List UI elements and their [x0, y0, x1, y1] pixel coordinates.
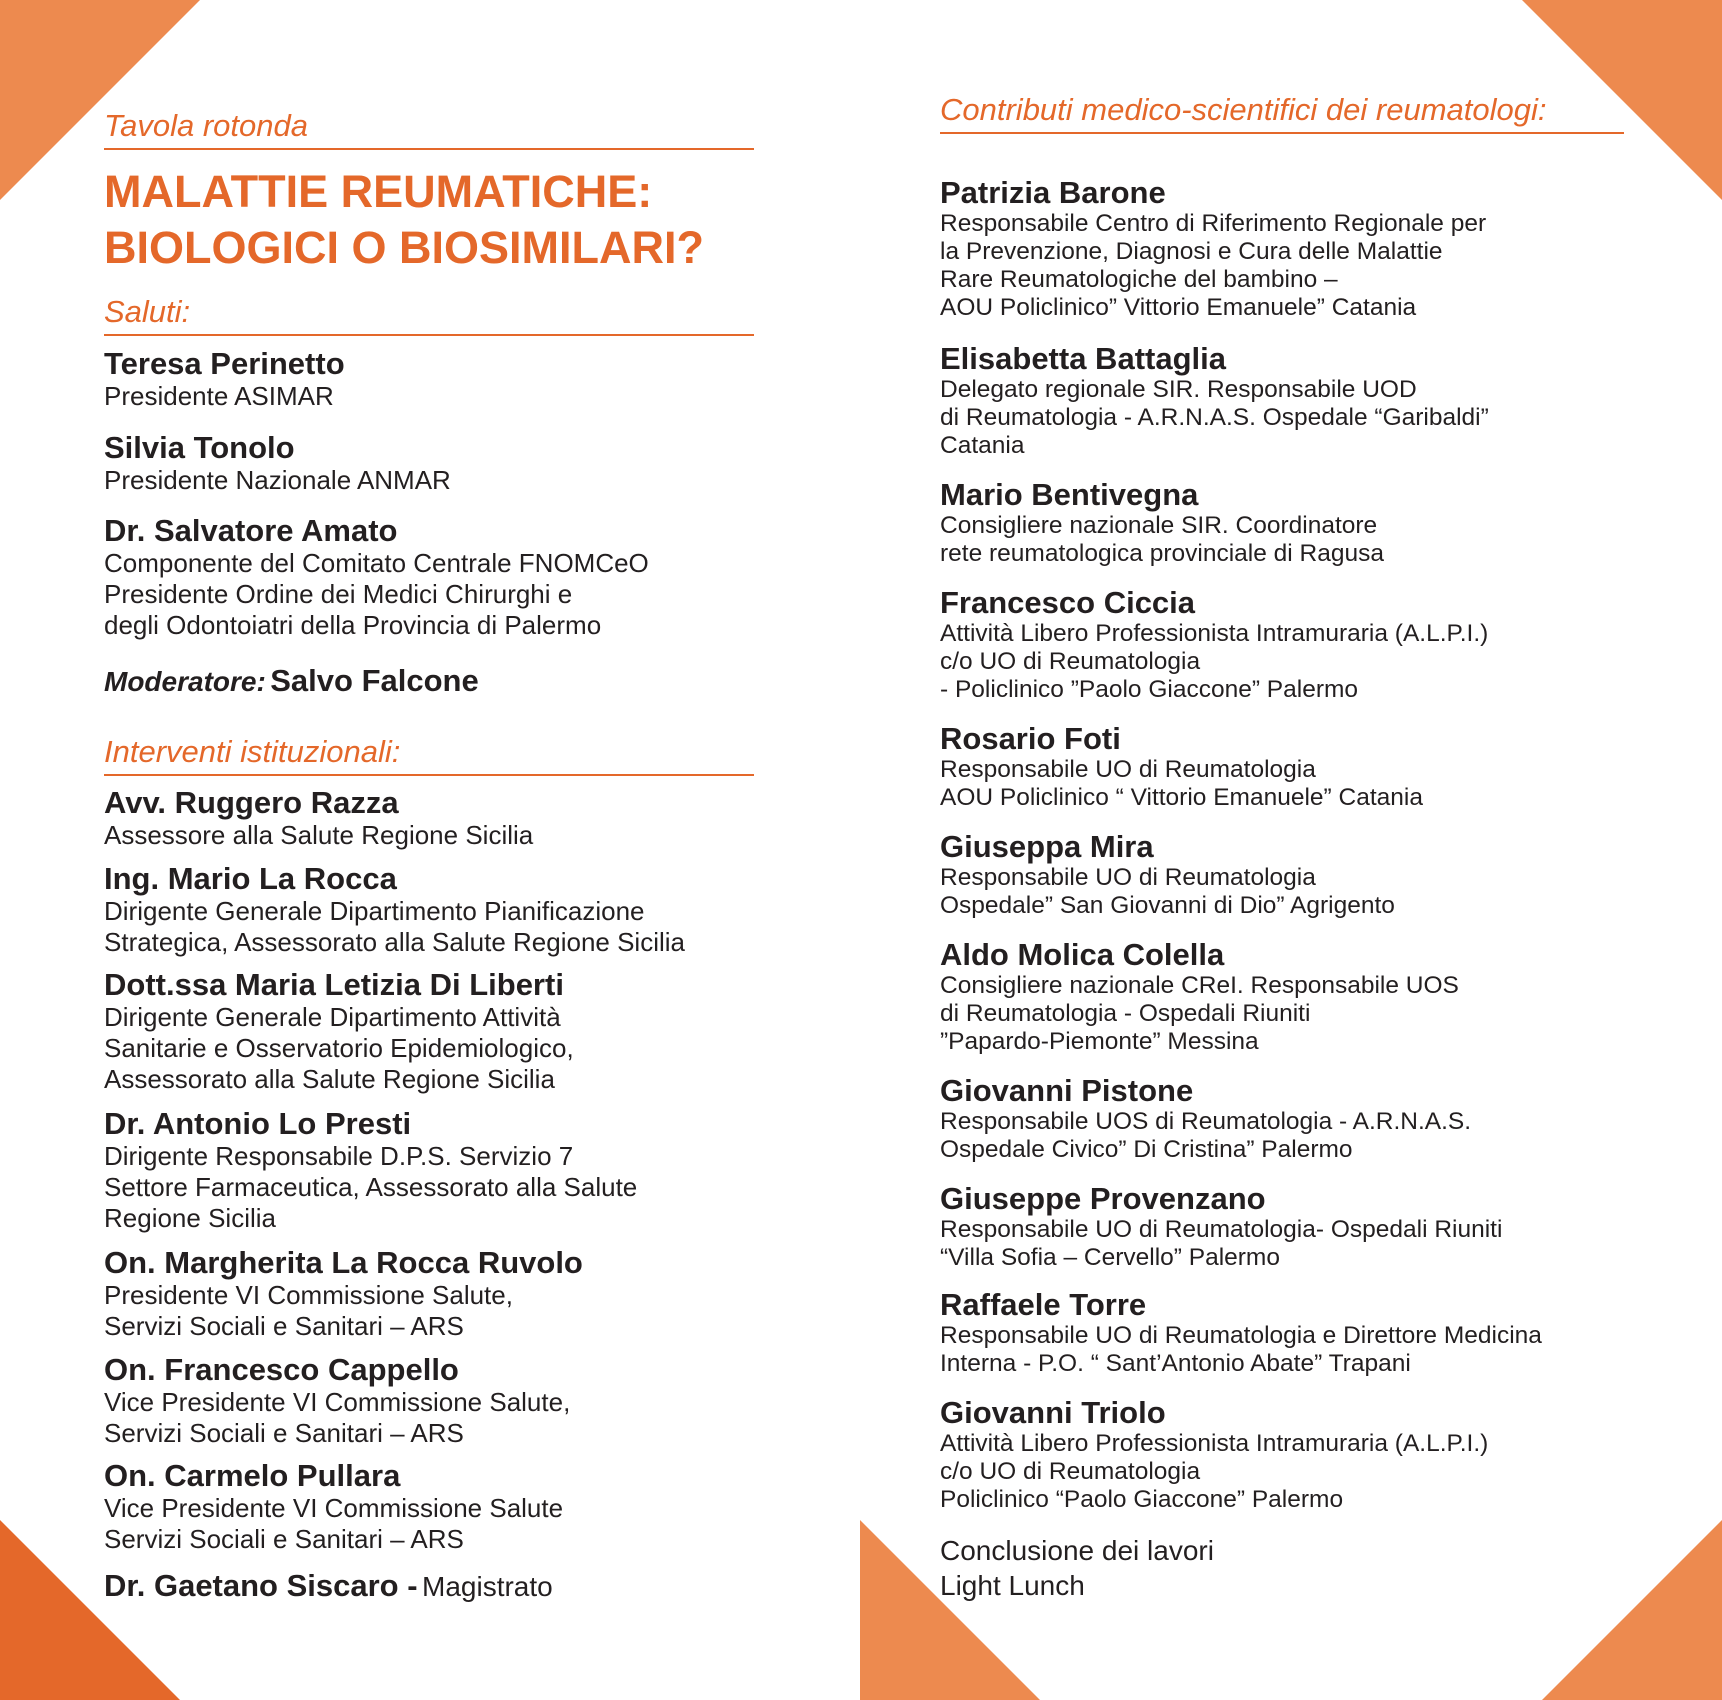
- section-label-interventi: Interventi istituzionali:: [104, 734, 754, 776]
- intervento-entry-last: [104, 1569, 553, 1603]
- speaker-role-line: Responsabile UO di Reumatologia: [940, 864, 1316, 891]
- person-name: On. Margherita La Rocca Ruvolo: [104, 1245, 583, 1280]
- closing-line: Light Lunch: [940, 1570, 1085, 1601]
- speaker-name: Patrizia Barone: [940, 175, 1166, 210]
- speaker-role-line: di Reumatologia - Ospedali Riuniti: [940, 1000, 1311, 1027]
- speaker-role-line: c/o UO di Reumatologia: [940, 648, 1201, 675]
- speaker-role-line: la Prevenzione, Diagnosi e Cura delle Malattie: [940, 238, 1443, 265]
- moderator-label: Moderatore:: [104, 666, 266, 697]
- intervento-entry: [104, 1353, 570, 1449]
- speaker-role-line: Attività Libero Professionista Intramuraria (A.L.P.I.): [940, 620, 1489, 647]
- speaker-entry: [940, 176, 1486, 322]
- moderator: [104, 664, 479, 698]
- speaker-entry: [940, 1182, 1502, 1272]
- person-role-line: Dirigente Generale Dipartimento Attività: [104, 1002, 561, 1032]
- person-name: Dr. Gaetano Siscaro -: [104, 1568, 418, 1603]
- moderator-name: Salvo Falcone: [270, 663, 479, 698]
- person-role-line: degli Odontoiatri della Provincia di Palermo: [104, 610, 602, 640]
- person-role-line: Presidente Ordine dei Medici Chirurghi e: [104, 579, 573, 609]
- speaker-name: Aldo Molica Colella: [940, 937, 1225, 972]
- speaker-name: Elisabetta Battaglia: [940, 341, 1226, 376]
- person-role-line: Servizi Sociali e Sanitari – ARS: [104, 1524, 464, 1554]
- person-role-line: Servizi Sociali e Sanitari – ARS: [104, 1311, 464, 1341]
- person-role-line: Presidente ASIMAR: [104, 381, 334, 411]
- intervento-entry: [104, 786, 533, 851]
- speaker-role-line: Responsabile UOS di Reumatologia - A.R.N.A.S.: [940, 1108, 1472, 1135]
- closing-line: Conclusione dei lavori: [940, 1535, 1214, 1566]
- speaker-role-line: Responsabile UO di Reumatologia: [940, 756, 1316, 783]
- intervento-entry: [104, 1107, 637, 1234]
- person-name: Dr. Salvatore Amato: [104, 513, 398, 548]
- speaker-name: Giuseppa Mira: [940, 829, 1154, 864]
- speaker-name: Raffaele Torre: [940, 1287, 1147, 1322]
- person-name: Dr. Antonio Lo Presti: [104, 1106, 412, 1141]
- speaker-name: Rosario Foti: [940, 721, 1121, 756]
- speaker-role-line: “Villa Sofia – Cervello” Palermo: [940, 1244, 1280, 1271]
- speaker-role-line: Interna - P.O. “ Sant’Antonio Abate” Trapani: [940, 1350, 1411, 1377]
- person-role-line: Regione Sicilia: [104, 1203, 276, 1233]
- person-name: Teresa Perinetto: [104, 346, 345, 381]
- intervento-entry: [104, 968, 574, 1095]
- person-role-line: Vice Presidente VI Commissione Salute,: [104, 1387, 571, 1417]
- speaker-role-line: Responsabile UO di Reumatologia- Ospedali Riuniti: [940, 1216, 1503, 1243]
- person-role-line: Dirigente Generale Dipartimento Pianificazione: [104, 896, 645, 926]
- person-role-line: Settore Farmaceutica, Assessorato alla Salute: [104, 1172, 638, 1202]
- person-role-line: Componente del Comitato Centrale FNOMCeO: [104, 548, 649, 578]
- speaker-role-line: Responsabile Centro di Riferimento Regionale per: [940, 210, 1487, 237]
- person-role-line: Strategica, Assessorato alla Salute Regione Sicilia: [104, 927, 685, 957]
- speaker-role-line: - Policlinico ”Paolo Giaccone” Palermo: [940, 676, 1359, 703]
- speaker-entry: [940, 342, 1489, 460]
- section-label-tavola-rotonda: Tavola rotonda: [104, 108, 754, 150]
- person-role-line: Assessore alla Salute Regione Sicilia: [104, 820, 534, 850]
- person-name: Avv. Ruggero Razza: [104, 785, 399, 820]
- speaker-role-line: Delegato regionale SIR. Responsabile UOD: [940, 376, 1417, 403]
- speaker-role-line: ”Papardo-Piemonte” Messina: [940, 1028, 1259, 1055]
- speaker-role-line: Ospedale Civico” Di Cristina” Palermo: [940, 1136, 1353, 1163]
- speaker-name: Giuseppe Provenzano: [940, 1181, 1266, 1216]
- speaker-role-line: rete reumatologica provinciale di Ragusa: [940, 540, 1384, 567]
- person-name: On. Francesco Cappello: [104, 1352, 459, 1387]
- speaker-entry: [940, 1288, 1542, 1378]
- section-label-contributi: Contributi medico-scientifici dei reumatologi:: [940, 92, 1624, 134]
- speaker-role-line: di Reumatologia - A.R.N.A.S. Ospedale “Garibaldi”: [940, 404, 1489, 431]
- person-role-line: Servizi Sociali e Sanitari – ARS: [104, 1418, 464, 1448]
- speaker-role-line: Rare Reumatologiche del bambino –: [940, 266, 1338, 293]
- speaker-entry: [940, 830, 1395, 920]
- speaker-role-line: Consigliere nazionale CReI. Responsabile UOS: [940, 972, 1459, 999]
- person-role-line: Presidente Nazionale ANMAR: [104, 465, 451, 495]
- speaker-entry: [940, 478, 1384, 568]
- headline-line-2: BIOLOGICI O BIOSIMILARI?: [104, 222, 704, 273]
- speaker-role-line: c/o UO di Reumatologia: [940, 1458, 1201, 1485]
- speaker-entry: [940, 1396, 1488, 1514]
- person-role-line: Assessorato alla Salute Regione Sicilia: [104, 1064, 555, 1094]
- person-role: Magistrato: [422, 1571, 553, 1602]
- closing-notes: [940, 1533, 1214, 1603]
- intervento-entry: [104, 862, 685, 958]
- speaker-name: Giovanni Triolo: [940, 1395, 1166, 1430]
- speaker-role-line: Policlinico “Paolo Giaccone” Palermo: [940, 1486, 1344, 1513]
- saluti-entry: [104, 431, 451, 496]
- speaker-entry: [940, 722, 1423, 812]
- corner-triangle-bottom-right: [1542, 1520, 1722, 1700]
- headline-line-1: MALATTIE REUMATICHE:: [104, 166, 653, 217]
- speaker-entry: [940, 586, 1488, 704]
- person-role-line: Presidente VI Commissione Salute,: [104, 1280, 513, 1310]
- saluti-entry: [104, 514, 649, 641]
- speaker-role-line: Consigliere nazionale SIR. Coordinatore: [940, 512, 1378, 539]
- intervento-entry: [104, 1246, 583, 1342]
- speaker-role-line: Ospedale” San Giovanni di Dio” Agrigento: [940, 892, 1395, 919]
- speaker-role-line: Catania: [940, 432, 1025, 459]
- person-role-line: Sanitarie e Osservatorio Epidemiologico,: [104, 1033, 574, 1063]
- person-role-line: Vice Presidente VI Commissione Salute: [104, 1493, 564, 1523]
- speaker-role-line: Responsabile UO di Reumatologia e Direttore Medicina: [940, 1322, 1542, 1349]
- headline: [104, 164, 704, 276]
- speaker-role-line: AOU Policlinico” Vittorio Emanuele” Catania: [940, 294, 1417, 321]
- person-name: Silvia Tonolo: [104, 430, 295, 465]
- speaker-role-line: AOU Policlinico “ Vittorio Emanuele” Catania: [940, 784, 1423, 811]
- section-label-saluti: Saluti:: [104, 294, 754, 336]
- intervento-entry: [104, 1459, 563, 1555]
- speaker-name: Mario Bentivegna: [940, 477, 1199, 512]
- speaker-entry: [940, 938, 1459, 1056]
- speaker-entry: [940, 1074, 1471, 1164]
- person-role-line: Dirigente Responsabile D.P.S. Servizio 7: [104, 1141, 574, 1171]
- speaker-name: Giovanni Pistone: [940, 1073, 1194, 1108]
- saluti-entry: [104, 347, 345, 412]
- person-name: On. Carmelo Pullara: [104, 1458, 401, 1493]
- speaker-role-line: Attività Libero Professionista Intramuraria (A.L.P.I.): [940, 1430, 1489, 1457]
- person-name: Dott.ssa Maria Letizia Di Liberti: [104, 967, 564, 1002]
- speaker-name: Francesco Ciccia: [940, 585, 1196, 620]
- person-name: Ing. Mario La Rocca: [104, 861, 397, 896]
